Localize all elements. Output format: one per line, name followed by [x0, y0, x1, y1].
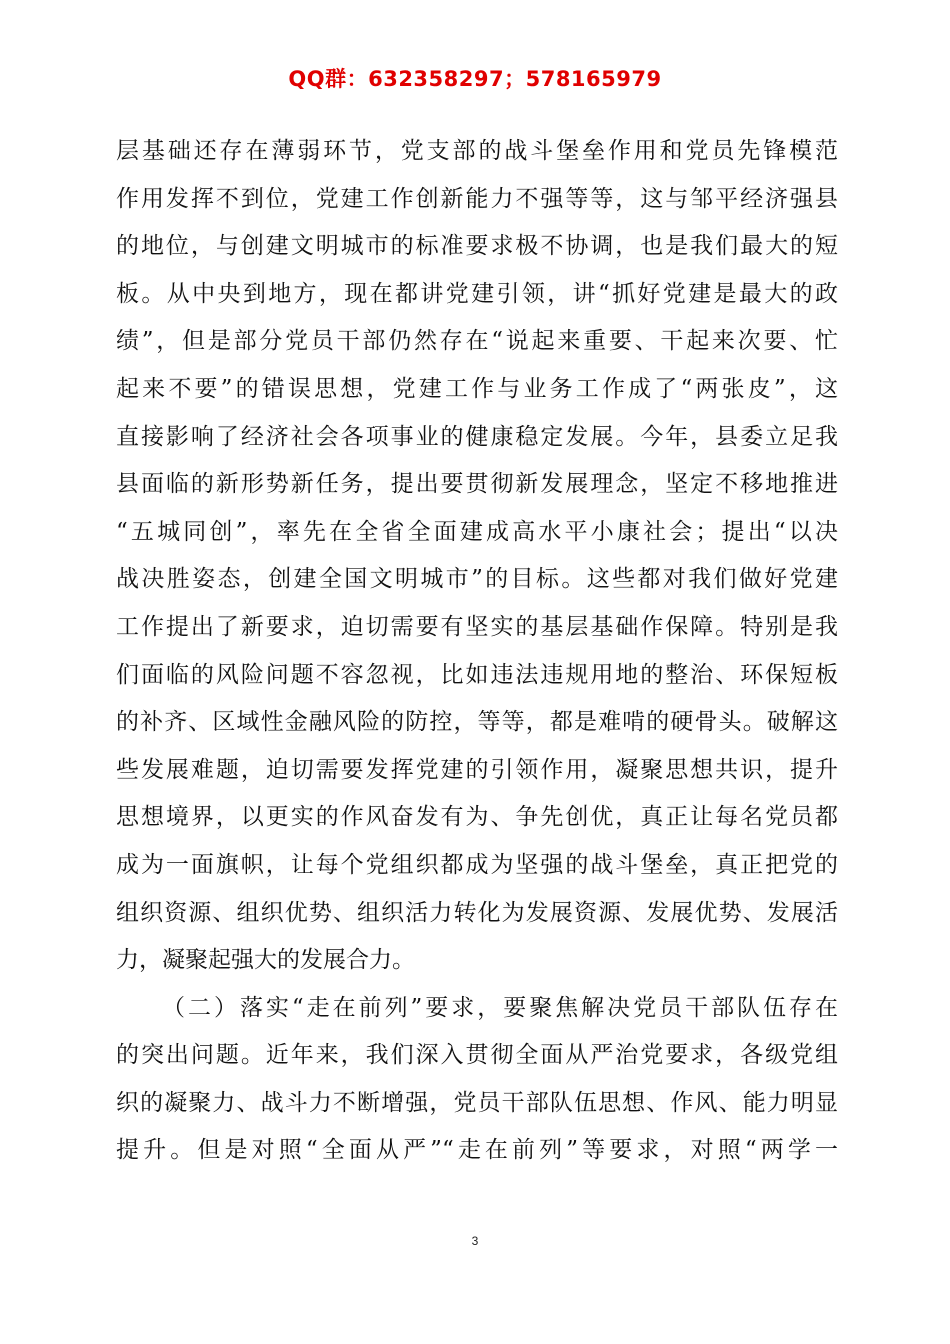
text-line: 们面临的风险问题不容忽视，比如违法违规用地的整治、环保短板 [116, 661, 838, 688]
text-line: 的突出问题。近年来，我们深入贯彻全面从严治党要求，各级党组 [116, 1042, 838, 1069]
text-line: 组织资源、组织优势、组织活力转化为发展资源、发展优势、发展活 [116, 899, 838, 926]
section-heading-line: （二）落实“走在前列”要求，要聚焦解决党员干部队伍存在 [162, 994, 838, 1021]
text-line: 的补齐、区域性金融风险的防控，等等，都是难啃的硬骨头。破解这 [116, 709, 838, 736]
text-line: 织的凝聚力、战斗力不断增强，党员干部队伍思想、作风、能力明显 [116, 1089, 838, 1116]
text-line: 思想境界，以更实的作风奋发有为、争先创优，真正让每名党员都 [116, 804, 838, 831]
text-line: 层基础还存在薄弱环节，党支部的战斗堡垒作用和党员先锋模范 [116, 138, 838, 164]
body-text [116, 128, 838, 1175]
text-line: 作用发挥不到位，党建工作创新能力不强等等，这与邹平经济强县 [116, 185, 838, 212]
text-line: 提升。但是对照“全面从严”“走在前列”等要求，对照“两学一 [116, 1137, 838, 1164]
text-line: 战决胜姿态，创建全国文明城市”的目标。这些都对我们做好党建 [116, 566, 838, 593]
text-line: 力，凝聚起强大的发展合力。 [116, 947, 415, 974]
text-line: 直接影响了经济社会各项事业的健康稳定发展。今年，县委立足我 [116, 423, 838, 450]
page-number: 3 [471, 1234, 479, 1248]
text-line: 县面临的新形势新任务，提出要贯彻新发展理念，坚定不移地推进 [116, 471, 838, 498]
text-line: 成为一面旗帜，让每个党组织都成为坚强的战斗堡垒，真正把党的 [116, 851, 838, 878]
text-line: 些发展难题，迫切需要发挥党建的引领作用，凝聚思想共识，提升 [116, 756, 838, 783]
text-line: 工作提出了新要求，迫切需要有坚实的基层基础作保障。特别是我 [116, 613, 838, 640]
text-line: 板。从中央到地方，现在都讲党建引领，讲“抓好党建是最大的政 [116, 280, 838, 307]
text-line: “五城同创”，率先在全省全面建成高水平小康社会；提出“以决 [116, 518, 838, 545]
qq-group-header: QQ群：632358297；578165979 [288, 67, 662, 91]
text-line: 绩”，但是部分党员干部仍然存在“说起来重要、干起来次要、忙 [116, 328, 838, 355]
text-line: 起来不要”的错误思想，党建工作与业务工作成了“两张皮”，这 [116, 375, 838, 402]
text-line: 的地位，与创建文明城市的标准要求极不协调，也是我们最大的短 [116, 233, 838, 260]
